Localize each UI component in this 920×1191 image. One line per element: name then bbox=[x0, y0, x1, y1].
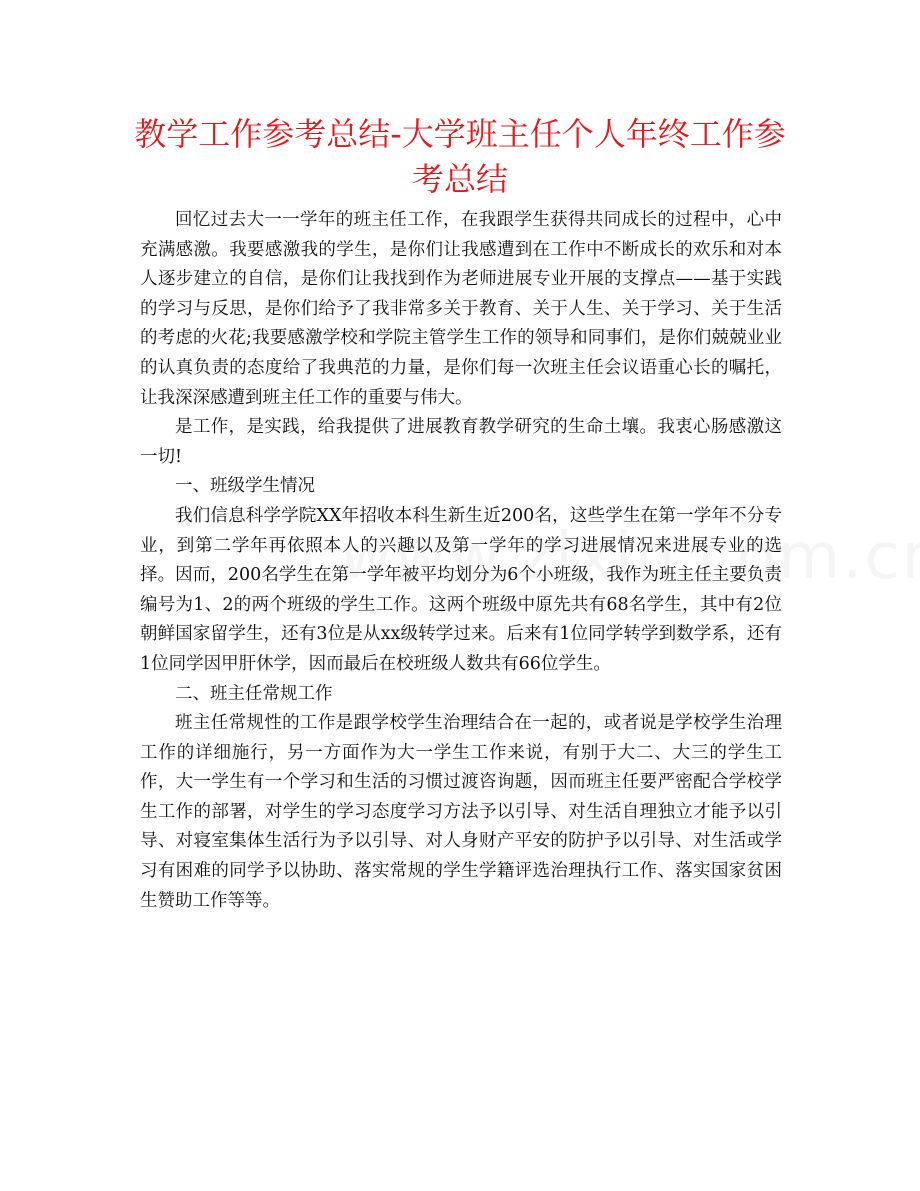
section-heading-routine-work: 二、班主任常规工作 bbox=[175, 683, 333, 704]
paragraph-intro: 回忆过去大一一学年的班主任工作，在我跟学生获得共同成长的过程中，心中充满感激。我要感激我的学生，是你们让我感遭到在工作中不断成长的欢乐和对本人逐步建立的自信，是你们让我找到作为老师进展专业开展的支撑点——基于实践的学习与反思，是你们给予了我非常多关于教育、关于人生、关于学习、关于生活的考虑的火花;我要感激学校和学院主管学生工作的领导和同事们，是你们兢兢业业的认真负责的态度给了我典范的力量，是你们每一次班主任会议语重心长的嘱托，让我深深感遭到班主任工作的重要与伟大。 bbox=[140, 210, 782, 408]
paragraph-routine-work: 班主任常规性的工作是跟学校学生治理结合在一起的，或者说是学校学生治理工作的详细施行，另一方面作为大一学生工作来说，有别于大二、大三的学生工作，大一学生有一个学习和生活的习惯过渡咨询题，因而班主任要严密配合学校学生工作的部署，对学生的学习态度学习方法予以引导、对生活自理独立才能予以引导、对寝室集体生活行为予以引导、对人身财产平安的防护予以引导、对生活或学习有困难的同学予以协助、落实常规的学生学籍评选治理执行工作、落实国家贫困生赞助工作等等。 bbox=[140, 713, 782, 911]
paragraph-gratitude: 是工作，是实践，给我提供了进展教育教学研究的生命土壤。我衷心肠感激这一切! bbox=[140, 417, 782, 467]
paragraph-class-situation: 我们信息科学学院XX年招收本科生新生近200名，这些学生在第一学年不分专业，到第二学年再依照本人的兴趣以及第一学年的学习进展情况来进展专业的选择。因而，200名学生在第一学年被平均划分为6个小班级，我作为班主任主要负责编号为1、2的两个班级的学生工作。这两个班级中原先共有68名学生，其中有2位朝鲜国家留学生，还有3位是从xx级转学过来。后来有1位同学转学到数学系，还有1位同学因甲肝休学，因而最后在校班级人数共有66位学生。 bbox=[140, 505, 782, 674]
document-body bbox=[140, 206, 782, 916]
section-heading-class-situation: 一、班级学生情况 bbox=[175, 476, 315, 497]
document-title: 教学工作参考总结-大学班主任个人年终工作参考总结 bbox=[134, 115, 786, 198]
